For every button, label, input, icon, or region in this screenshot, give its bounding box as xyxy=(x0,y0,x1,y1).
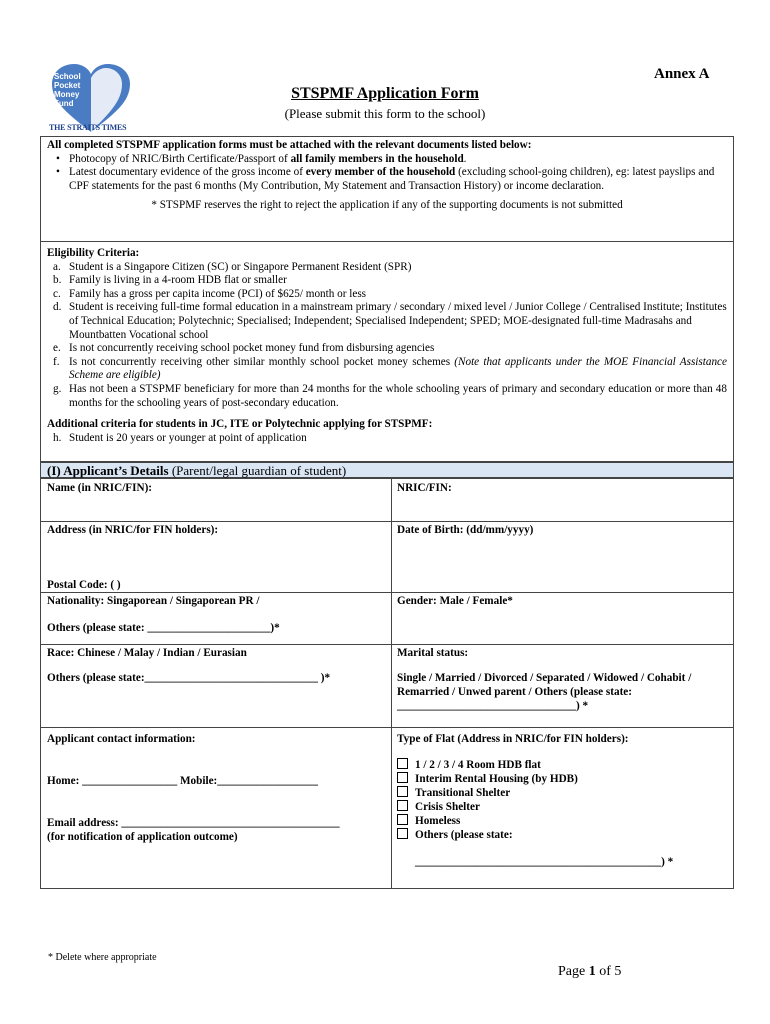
logo-line-4: Fund xyxy=(54,99,74,108)
column-divider xyxy=(391,479,392,888)
marital-status-options[interactable]: Single / Married / Divorced / Separated / Widowed / Cohabit / Remarried / Unwed parent / Others (please state: ________________________________) * xyxy=(397,672,692,712)
row-divider xyxy=(41,592,733,593)
checkbox[interactable] xyxy=(397,828,408,839)
postal-code-field[interactable]: Postal Code: ( ) xyxy=(47,579,121,591)
flat-option-5[interactable]: Homeless xyxy=(397,814,460,829)
annex-label: Annex A xyxy=(654,66,710,82)
nric-field[interactable]: NRIC/FIN: xyxy=(397,482,452,494)
documents-heading: All completed STSPMF application forms must be attached with the relevant documents listed below: xyxy=(47,139,532,151)
flat-option-3[interactable]: Transitional Shelter xyxy=(397,786,510,801)
criterion-f: f. Is not concurrently receiving other similar monthly school pocket money schemes (Note that applicants under the MOE Financial Assistance Scheme are eligible) xyxy=(53,355,727,382)
flat-option-2[interactable]: Interim Rental Housing (by HDB) xyxy=(397,772,578,787)
documents-requirements-box xyxy=(40,136,734,242)
documents-bullet-2: • Latest documentary evidence of the gross income of every member of the household (excluding school-going children), eg: latest payslips and CPF statements for the past 6 months (My Contribution, My Statement and Transaction History) or income declaration. xyxy=(47,166,727,193)
contact-info-label: Applicant contact information: xyxy=(47,733,196,745)
criterion-c: c. Family has a gross per capita income (PCI) of $625/ month or less xyxy=(53,287,367,300)
documents-note: * STSPMF reserves the right to reject the application if any of the supporting documents is not submitted xyxy=(151,199,623,212)
flat-option-1[interactable]: 1 / 2 / 3 / 4 Room HDB flat xyxy=(397,758,541,773)
checkbox[interactable] xyxy=(397,772,408,783)
applicant-details-table xyxy=(40,478,734,889)
criterion-g: g. Has not been a STSPMF beneficiary for more than 24 months for the whole schooling years of primary and secondary education or more than 48 months for the schooling years of post-secondary education. xyxy=(53,382,727,409)
race-others-field[interactable]: Others (please state:_______________________________ )* xyxy=(47,672,331,684)
eligibility-criteria-box xyxy=(40,242,734,462)
date-of-birth-field[interactable]: Date of Birth: (dd/mm/yyyy) xyxy=(397,524,534,536)
row-divider xyxy=(41,727,733,728)
flat-option-4[interactable]: Crisis Shelter xyxy=(397,800,480,815)
email-field[interactable]: Email address: _______________________________________ xyxy=(47,817,340,829)
gender-field[interactable]: Gender: Male / Female* xyxy=(397,595,513,607)
email-note: (for notification of application outcome) xyxy=(47,831,238,843)
nationality-field[interactable]: Nationality: Singaporean / Singaporean PR / xyxy=(47,595,260,607)
checkbox[interactable] xyxy=(397,814,408,825)
checkbox[interactable] xyxy=(397,800,408,811)
flat-option-6[interactable]: Others (please state: xyxy=(397,828,513,843)
documents-bullet-1: • Photocopy of NRIC/Birth Certificate/Passport of all family members in the household. xyxy=(47,153,727,167)
criterion-e: e. Is not concurrently receiving school pocket money fund from disbursing agencies xyxy=(53,342,435,355)
criterion-b: b. Family is living in a 4-room HDB flat or smaller xyxy=(53,274,287,287)
row-divider xyxy=(41,644,733,645)
logo-caption: THE STRAITS TIMES xyxy=(49,123,127,132)
nationality-others-field[interactable]: Others (please state: ______________________)* xyxy=(47,622,280,634)
criterion-h: h. Student is 20 years or younger at point of application xyxy=(53,431,307,444)
applicant-details-header: (I) Applicant’s Details (Parent/legal guardian of student) xyxy=(40,462,734,478)
checkbox[interactable] xyxy=(397,786,408,797)
race-field[interactable]: Race: Chinese / Malay / Indian / Eurasian xyxy=(47,647,247,659)
footnote: * Delete where appropriate xyxy=(48,952,157,963)
name-field[interactable]: Name (in NRIC/FIN): xyxy=(47,482,153,494)
phone-fields[interactable]: Home: _________________ Mobile:__________________ xyxy=(47,775,318,787)
flat-others-input[interactable]: ____________________________________________) * xyxy=(415,856,674,868)
criterion-a: a. Student is a Singapore Citizen (SC) or Singapore Permanent Resident (SPR) xyxy=(53,260,412,273)
logo-line-3: Money xyxy=(54,90,80,99)
address-field[interactable]: Address (in NRIC/for FIN holders): xyxy=(47,524,219,536)
page-title: STSPMF Application Form xyxy=(291,85,479,102)
page-number: Page 1 of 5 xyxy=(558,964,622,979)
row-divider xyxy=(41,521,733,522)
logo-line-2: Pocket xyxy=(54,81,81,90)
flat-type-label: Type of Flat (Address in NRIC/for FIN holders): xyxy=(397,733,629,745)
additional-criteria-heading: Additional criteria for students in JC, ITE or Polytechnic applying for STSPMF: xyxy=(47,418,433,431)
checkbox[interactable] xyxy=(397,758,408,769)
criterion-d: d. Student is receiving full-time formal education in a mainstream primary / secondary / mixed level / Junior College / Centralised Institute; Institutes of Technical Education; Polytechnic; Specialised; Independent; Specialised Independent; SPED; MOE-designated full-time Madrasahs and Mountbatten Vocational school xyxy=(53,301,727,341)
marital-status-label: Marital status: xyxy=(397,647,469,659)
page-subtitle: (Please submit this form to the school) xyxy=(284,106,486,121)
eligibility-heading: Eligibility Criteria: xyxy=(47,247,140,259)
logo-line-1: School xyxy=(54,72,81,81)
